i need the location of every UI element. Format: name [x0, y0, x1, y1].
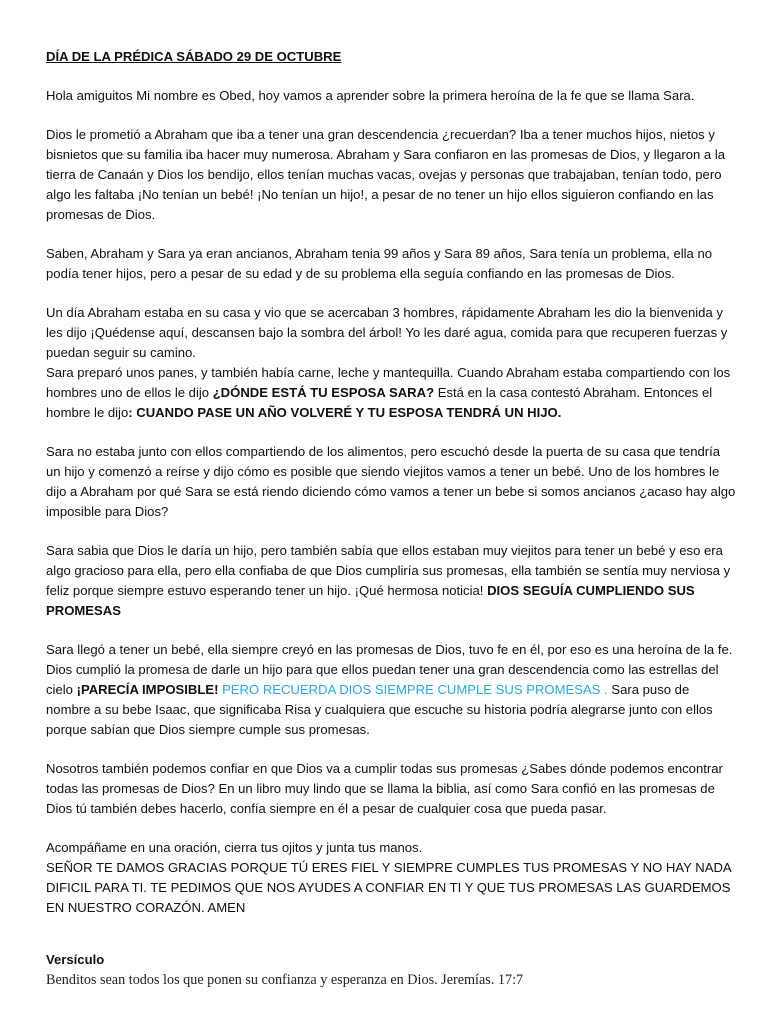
- paragraph-prayer-invite: Acompáñame en una oración, cierra tus ojitos y junta tus manos.: [46, 840, 423, 855]
- paragraph-meal: [46, 363, 736, 423]
- isaac-emphasis: ¡PARECÍA IMPOSIBLE!: [76, 682, 219, 697]
- meal-text-1: Sara preparó unos panes, y también había carne, leche y mantequilla. Cuando Abraham estaba compartiendo con los hombres uno de ellos le dijo: [46, 365, 731, 400]
- paragraph-intro: Hola amiguitos Mi nombre es Obed, hoy vamos a aprender sobre la primera heroína de la fe que se llama Sara.: [46, 88, 695, 103]
- page-title: DÍA DE LA PRÉDICA SÁBADO 29 DE OCTUBRE: [46, 49, 342, 64]
- document-page: [46, 47, 736, 990]
- meal-text-2: Está en la casa contestó Abraham. Entonces el hombre le dijo: [46, 385, 713, 420]
- paragraph-news: [46, 541, 736, 621]
- isaac-highlight: PERO RECUERDA DIOS SIEMPRE CUMPLE SUS PROMESAS .: [218, 682, 608, 697]
- isaac-text-2: Sara puso de nombre a su bebe Isaac, que significaba Risa y cualquiera que escuche su historia podría alegrarse junto con ellos porque sabían que Dios siempre cumple sus promesas.: [46, 682, 713, 737]
- verse-text: Benditos sean todos los que ponen su confianza y esperanza en Dios. Jeremías. 17:7: [46, 972, 524, 988]
- paragraph-promise: Dios le prometió a Abraham que iba a tener una gran descendencia ¿recuerdan? Iba a tener muchos hijos, nietos y bisnietos que su familia iba hacer muy numerosa. Abraham y Sara confiaron en las promesas de Dios, y llegaron a la tierra de Canaán y Dios los bendijo, ellos tenían muchas vacas, ovejas y personas que trabajaban, tenían todo, pero algo les faltaba ¡No tenían un bebé! ¡No tenían un hijo!, a pesar de no tener un hijo ellos siguieron confiando en las promesas de Dios.: [46, 127, 726, 222]
- news-text: Sara sabia que Dios le daría un hijo, pero también sabía que ellos estaban muy viejitos para tener un bebé y eso era algo gracioso para ella, pero ella confiaba de que Dios cumpliría sus promesas, ella también se sentía muy nerviosa y feliz porque siempre estuvo esperando tener un hijo. ¡Qué hermosa noticia!: [46, 543, 731, 598]
- prayer-text: SEÑOR TE DAMOS GRACIAS PORQUE TÚ ERES FIEL Y SIEMPRE CUMPLES TUS PROMESAS Y NO HAY NADA DIFICIL PARA TI. TE PEDIMOS QUE NOS AYUDES A CONFIAR EN TI Y QUE TUS PROMESAS LAS GUARDEMOS EN NUESTRO CORAZÓN. AMEN: [46, 860, 731, 915]
- meal-question: ¿DÓNDE ESTÁ TU ESPOSA SARA?: [212, 385, 435, 400]
- verse-heading: Versículo: [46, 952, 105, 967]
- paragraph-trust: Nosotros también podemos confiar en que Dios va a cumplir todas sus promesas ¿Sabes dónde podemos encontrar todas las promesas de Dios? En un libro muy lindo que se llama la biblia, así como Sara confió en las promesas de Dios tú también debes hacerlo, confía siempre en él a pesar de cualquier cosa que pueda pasar.: [46, 761, 723, 816]
- meal-promise: : CUANDO PASE UN AÑO VOLVERÉ Y TU ESPOSA TENDRÁ UN HIJO.: [128, 405, 562, 420]
- paragraph-laugh: Sara no estaba junto con ellos compartiendo de los alimentos, pero escuchó desde la puerta de su casa que tendría un hijo y comenzó a reírse y dijo cómo es posible que siendo viejitos vamos a tener un bebé. Uno de los hombres le dijo a Abraham por qué Sara se está riendo diciendo cómo vamos a tener un bebe si somos ancianos ¿acaso hay algo imposible para Dios?: [46, 444, 736, 519]
- isaac-text-1: Sara llegó a tener un bebé, ella siempre creyó en las promesas de Dios, tuvo fe en él, por eso es una heroína de la fe. Dios cumplió la promesa de darle un hijo para que ellos puedan tener una gran descendencia como las estrellas del cielo: [46, 642, 733, 697]
- paragraph-visitors: Un día Abraham estaba en su casa y vio que se acercaban 3 hombres, rápidamente Abraham les dio la bienvenida y les dijo ¡Quédense aquí, descansen bajo la sombra del árbol! Yo les daré agua, comida para que recuperen fuerzas y puedan seguir su camino.: [46, 305, 728, 360]
- news-emphasis: DIOS SEGUÍA CUMPLIENDO SUS PROMESAS: [46, 583, 695, 618]
- paragraph-isaac: [46, 640, 736, 740]
- paragraph-elderly: Saben, Abraham y Sara ya eran ancianos, Abraham tenia 99 años y Sara 89 años, Sara tenía un problema, ella no podía tener hijos, pero a pesar de su edad y de su problema ella seguía confiando en las promesas de Dios.: [46, 246, 713, 281]
